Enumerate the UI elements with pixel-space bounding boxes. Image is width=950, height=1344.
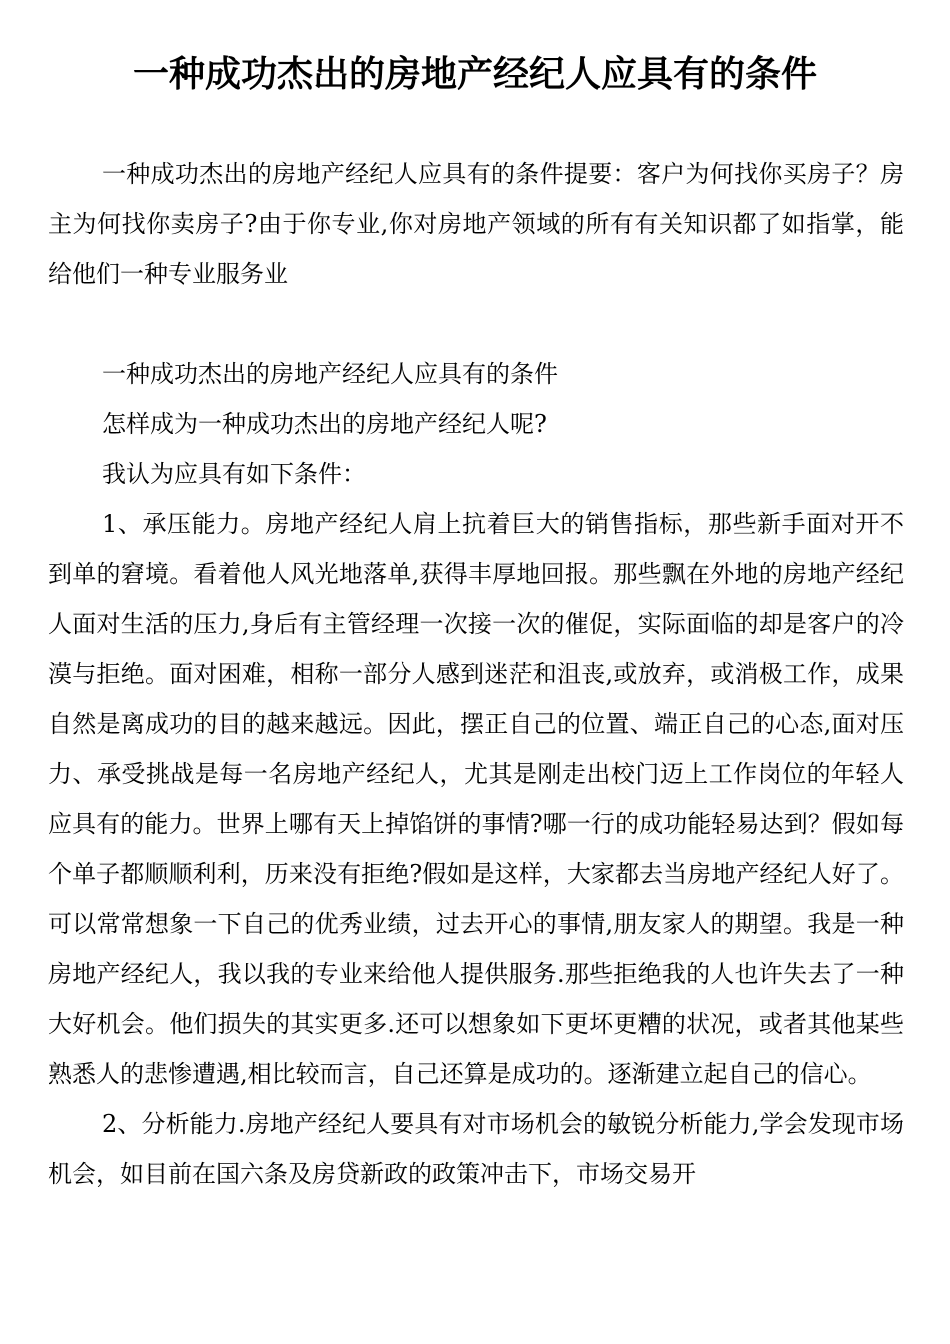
section-subtitle: 一种成功杰出的房地产经纪人应具有的条件 bbox=[102, 360, 558, 388]
main-content bbox=[48, 349, 904, 1199]
summary-block bbox=[48, 149, 904, 299]
summary-paragraph: 一种成功杰出的房地产经纪人应具有的条件提要：客户为何找你买房子？房主为何找你卖房子?由于你专业,你对房地产领域的所有有关知识都了如指掌，能给他们一种专业服务业 bbox=[48, 160, 904, 288]
point-2-paragraph: 2、分析能力.房地产经纪人要具有对市场机会的敏锐分析能力,学会发现市场机会，如目前在国六条及房贷新政的政策冲击下，市场交易开 bbox=[48, 1110, 904, 1188]
document-title: 一种成功杰出的房地产经纪人应具有的条件 bbox=[132, 54, 817, 95]
point-1-paragraph: 1、承压能力。房地产经纪人肩上抗着巨大的销售指标，那些新手面对开不到单的窘境。看着他人风光地落单,获得丰厚地回报。那些飘在外地的房地产经纪人面对生活的压力,身后有主管经理一次接一次的催促，实际面临的却是客户的冷漠与拒绝。面对困难，相称一部分人感到迷茫和沮丧,或放弃，或消极工作，成果自然是离成功的目的越来越远。因此，摆正自己的位置、端正自己的心态,面对压力、承受挑战是每一名房地产经纪人，尤其是刚走出校门迈上工作岗位的年轻人应具有的能力。世界上哪有天上掉馅饼的事情?哪一行的成功能轻易达到？假如每个单子都顺顺利利，历来没有拒绝?假如是这样，大家都去当房地产经纪人好了。可以常常想象一下自己的优秀业绩，过去开心的事情,朋友家人的期望。我是一种房地产经纪人，我以我的专业来给他人提供服务.那些拒绝我的人也许失去了一种大好机会。他们损失的其实更多.还可以想象如下更坏更糟的状况，或者其他某些熟悉人的悲惨遭遇,相比较而言，自己还算是成功的。逐渐建立起自己的信心。 bbox=[48, 510, 904, 1088]
section-intro: 我认为应具有如下条件： bbox=[102, 460, 366, 488]
section-question: 怎样成为一种成功杰出的房地产经纪人呢? bbox=[102, 410, 547, 438]
